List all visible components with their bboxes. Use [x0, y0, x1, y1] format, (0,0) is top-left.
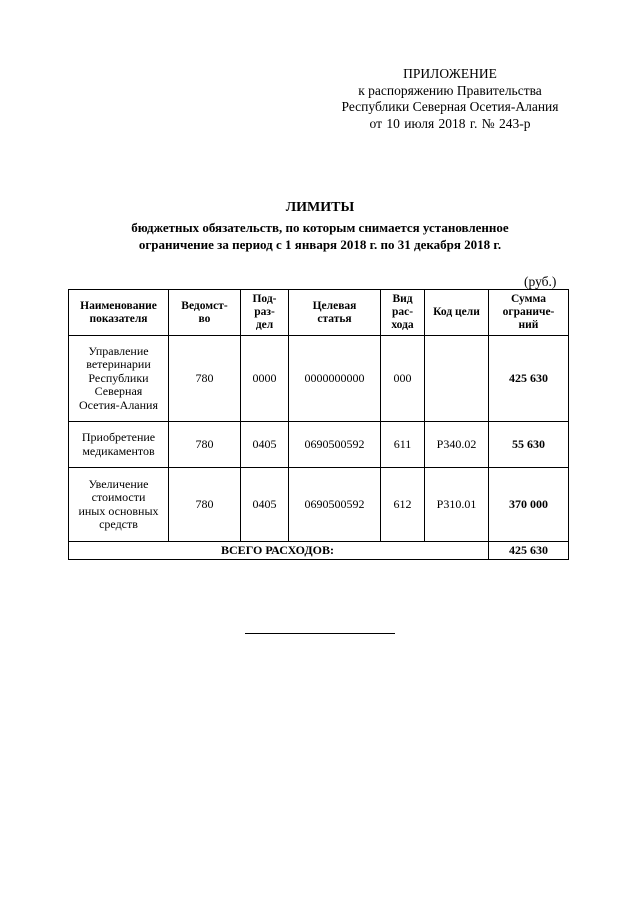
cell-sum: 425 630	[489, 336, 569, 422]
table-row	[69, 422, 569, 468]
header-dept: Ведомст- во	[169, 290, 241, 336]
cell-section: 0000	[241, 336, 289, 422]
cell-section: 0405	[241, 422, 289, 468]
cell-sum: 370 000	[489, 468, 569, 542]
cell-name: Управление ветеринарии Республики Северная Осетия-Алания	[69, 336, 169, 422]
header-goal: Код цели	[425, 290, 489, 336]
appendix-block	[300, 66, 600, 132]
cell-goal	[425, 336, 489, 422]
cell-target: 0690500592	[289, 422, 381, 468]
cell-target: 0000000000	[289, 336, 381, 422]
table-row	[69, 336, 569, 422]
cell-type: 612	[381, 468, 425, 542]
cell-name: Приобретение медикаментов	[69, 422, 169, 468]
appendix-title: ПРИЛОЖЕНИЕ	[403, 66, 497, 81]
currency-unit: (руб.)	[524, 274, 557, 289]
header-name: Наименование показателя	[69, 290, 169, 336]
header-section: Под- раз- дел	[241, 290, 289, 336]
cell-type: 611	[381, 422, 425, 468]
table-header-row	[69, 290, 569, 336]
cell-goal: Р310.01	[425, 468, 489, 542]
subtitle-line-2: ограничение за период с 1 января 2018 г. по 31 декабря 2018 г.	[138, 237, 502, 252]
subtitle-line-1: бюджетных обязательств, по которым снимается установленное	[131, 220, 509, 235]
cell-section: 0405	[241, 468, 289, 542]
total-row	[69, 542, 569, 560]
header-target: Целевая статья	[289, 290, 381, 336]
total-label: ВСЕГО РАСХОДОВ:	[69, 542, 489, 560]
appendix-date-line: от 10 июля 2018 г. № 243-р	[369, 115, 531, 131]
cell-name: Увеличение стоимости иных основных средств	[69, 468, 169, 542]
appendix-republic-line: Республики Северная Осетия-Алания	[341, 99, 559, 114]
appendix-order-line: к распоряжению Правительства	[358, 82, 542, 98]
end-divider	[245, 633, 395, 634]
cell-goal: Р340.02	[425, 422, 489, 468]
header-sum: Сумма ограниче- ний	[489, 290, 569, 336]
header-type: Вид рас- хода	[381, 290, 425, 336]
cell-dept: 780	[169, 422, 241, 468]
document-subtitle	[60, 219, 580, 253]
document-title: ЛИМИТЫ	[285, 200, 355, 215]
cell-type: 000	[381, 336, 425, 422]
cell-target: 0690500592	[289, 468, 381, 542]
cell-sum: 55 630	[489, 422, 569, 468]
table-row	[69, 468, 569, 542]
limits-table	[68, 289, 569, 560]
cell-dept: 780	[169, 468, 241, 542]
cell-dept: 780	[169, 336, 241, 422]
total-value: 425 630	[489, 542, 569, 560]
